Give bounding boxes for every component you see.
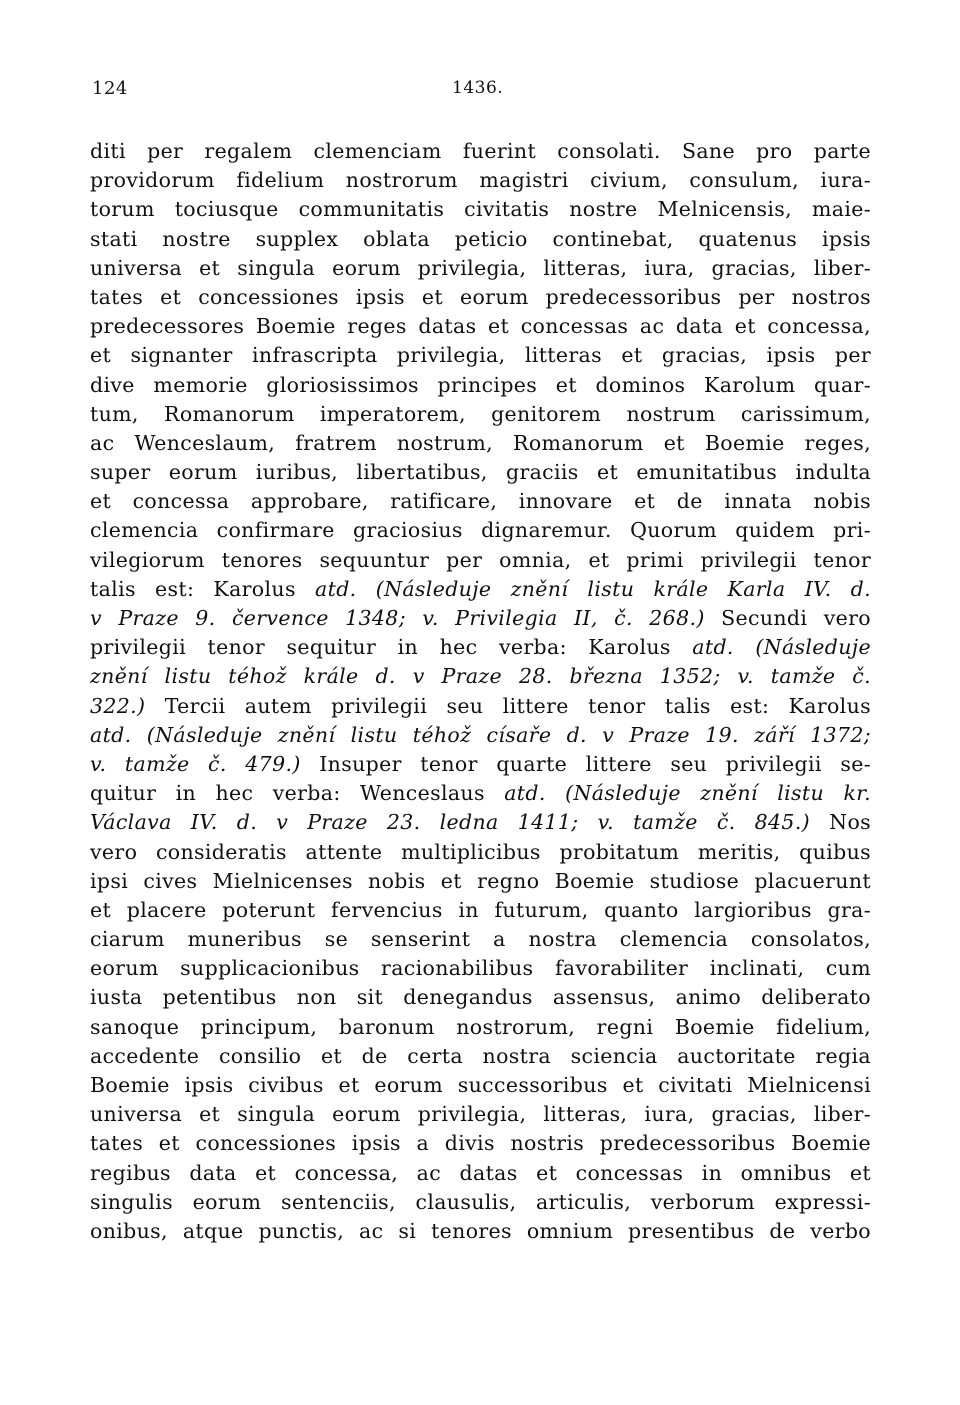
- text-line: [90, 662, 871, 691]
- text-segment: regibus data et concessa, ac datas et concessas in omnibus et: [90, 1160, 871, 1185]
- text-segment: vilegiorum tenores sequuntur per omnia, et primi privilegii tenor: [90, 547, 871, 572]
- text-line: [90, 516, 871, 545]
- text-line: [90, 954, 871, 983]
- text-segment: tates et concessiones ipsis a divis nostris predecessoribus Boemie: [90, 1131, 871, 1156]
- text-segment: ciarum muneribus se senserint a nostra clemencia consolatos,: [90, 927, 871, 952]
- text-line: [90, 254, 871, 283]
- text-line: [90, 983, 871, 1012]
- text-line: [90, 1159, 871, 1188]
- text-line: [90, 283, 871, 312]
- text-segment: Insuper tenor quarte littere seu privilegii se-: [300, 751, 871, 776]
- text-line: [90, 925, 871, 954]
- text-segment: providorum fidelium nostrorum magistri civium, consulum, iura-: [90, 168, 871, 193]
- text-line: [90, 779, 871, 808]
- text-segment: torum tociusque communitatis civitatis nostre Melnicensis, maie-: [90, 197, 871, 222]
- italic-text-segment: atd. (Následuje znění listu téhož císaře d. v Praze 19. září 1372;: [90, 722, 871, 747]
- text-segment: Nos: [810, 810, 871, 835]
- text-line: [90, 225, 871, 254]
- text-line: [90, 195, 871, 224]
- text-segment: ac Wenceslaum, fratrem nostrum, Romanorum et Boemie reges,: [90, 430, 871, 455]
- page-number: 124: [92, 78, 128, 99]
- text-segment: sanoque principum, baronum nostrorum, regni Boemie fidelium,: [90, 1014, 871, 1039]
- text-segment: ipsi cives Mielnicenses nobis et regno Boemie studiose placuerunt: [90, 868, 871, 893]
- italic-text-segment: v Praze 9. července 1348; v. Privilegia II, č. 268.): [90, 606, 705, 630]
- text-line: [90, 575, 871, 604]
- text-line: [90, 1100, 871, 1129]
- text-line: [90, 867, 871, 896]
- text-segment: stati nostre supplex oblata peticio continebat, quatenus ipsis: [90, 226, 871, 251]
- text-segment: et concessa approbare, ratificare, innovare et de innata nobis: [90, 489, 871, 514]
- text-line: [90, 896, 871, 925]
- text-segment: privilegii tenor sequitur in hec verba: Karolus: [90, 635, 693, 660]
- italic-text-segment: v. tamže č. 479.): [90, 751, 301, 776]
- text-line: [90, 721, 871, 750]
- text-line: [90, 838, 871, 867]
- text-segment: universa et singula eorum privilegia, litteras, iura, gracias, liber-: [90, 255, 871, 280]
- text-segment: et signanter infrascripta privilegia, litteras et gracias, ipsis per: [90, 343, 871, 368]
- text-segment: singulis eorum sentenciis, clausulis, articulis, verborum expressi-: [90, 1189, 871, 1214]
- text-segment: talis est: Karolus: [90, 576, 316, 601]
- body-text: [90, 137, 871, 1246]
- text-segment: predecessores Boemie reges datas et concessas ac data et concessa,: [90, 314, 871, 339]
- text-segment: accedente consilio et de certa nostra sciencia auctoritate regia: [90, 1043, 871, 1068]
- text-line: [90, 1217, 871, 1246]
- text-line: [90, 429, 871, 458]
- text-line: [90, 1013, 871, 1042]
- text-line: [90, 750, 871, 779]
- text-line: [90, 1042, 871, 1071]
- text-line: [90, 604, 871, 633]
- text-line: [90, 633, 871, 662]
- text-line: [90, 400, 871, 429]
- text-segment: tum, Romanorum imperatorem, genitorem nostrum carissimum,: [90, 401, 871, 426]
- text-line: [90, 487, 871, 516]
- text-segment: dive memorie gloriosissimos principes et dominos Karolum quar-: [90, 372, 871, 397]
- text-line: [90, 1188, 871, 1217]
- text-segment: onibus, atque punctis, ac si tenores omnium presentibus de verbo: [90, 1218, 871, 1243]
- text-line: [90, 808, 871, 837]
- italic-text-segment: 322.): [90, 693, 146, 718]
- italic-text-segment: Václava IV. d. v Praze 23. ledna 1411; v. tamže č. 845.): [90, 810, 811, 835]
- text-segment: et placere poterunt fervencius in futurum, quanto largioribus gra-: [90, 897, 871, 922]
- text-segment: super eorum iuribus, libertatibus, graciis et emunitatibus indulta: [90, 460, 871, 485]
- text-segment: clemencia confirmare graciosius dignaremur. Quorum quidem pri-: [90, 518, 871, 543]
- text-line: [90, 1071, 871, 1100]
- running-head-year: 1436.: [452, 78, 504, 98]
- page-header: [92, 78, 870, 106]
- text-segment: eorum supplicacionibus racionabilibus favorabiliter inclinati, cum: [90, 956, 871, 981]
- text-segment: diti per regalem clemenciam fuerint consolati. Sane pro parte: [90, 139, 871, 163]
- italic-text-segment: atd. (Následuje znění listu krále Karla IV. d.: [315, 576, 871, 601]
- text-segment: universa et singula eorum privilegia, litteras, iura, gracias, liber-: [90, 1102, 871, 1127]
- text-line: [90, 371, 871, 400]
- text-line: [90, 1129, 871, 1158]
- text-line: [90, 166, 871, 195]
- text-line: [90, 546, 871, 575]
- italic-text-segment: atd. (Následuje: [692, 635, 871, 660]
- text-segment: tates et concessiones ipsis et eorum predecessoribus per nostros: [90, 284, 871, 309]
- text-segment: Tercii autem privilegii seu littere tenor talis est: Karolus: [145, 693, 871, 718]
- text-line: [90, 458, 871, 487]
- text-segment: Secundi vero: [704, 606, 871, 630]
- italic-text-segment: znění listu téhož krále d. v Praze 28. března 1352; v. tamže č.: [90, 664, 871, 689]
- text-segment: quitur in hec verba: Wenceslaus: [90, 781, 505, 806]
- text-segment: Boemie ipsis civibus et eorum successoribus et civitati Mielnicensi: [90, 1073, 871, 1097]
- italic-text-segment: atd. (Následuje znění listu kr.: [504, 781, 871, 806]
- text-line: [90, 137, 871, 166]
- text-line: [90, 692, 871, 721]
- text-segment: iusta petentibus non sit denegandus assensus, animo deliberato: [90, 985, 871, 1010]
- text-line: [90, 341, 871, 370]
- text-segment: vero consideratis attente multiplicibus probitatum meritis, quibus: [90, 839, 871, 864]
- text-line: [90, 312, 871, 341]
